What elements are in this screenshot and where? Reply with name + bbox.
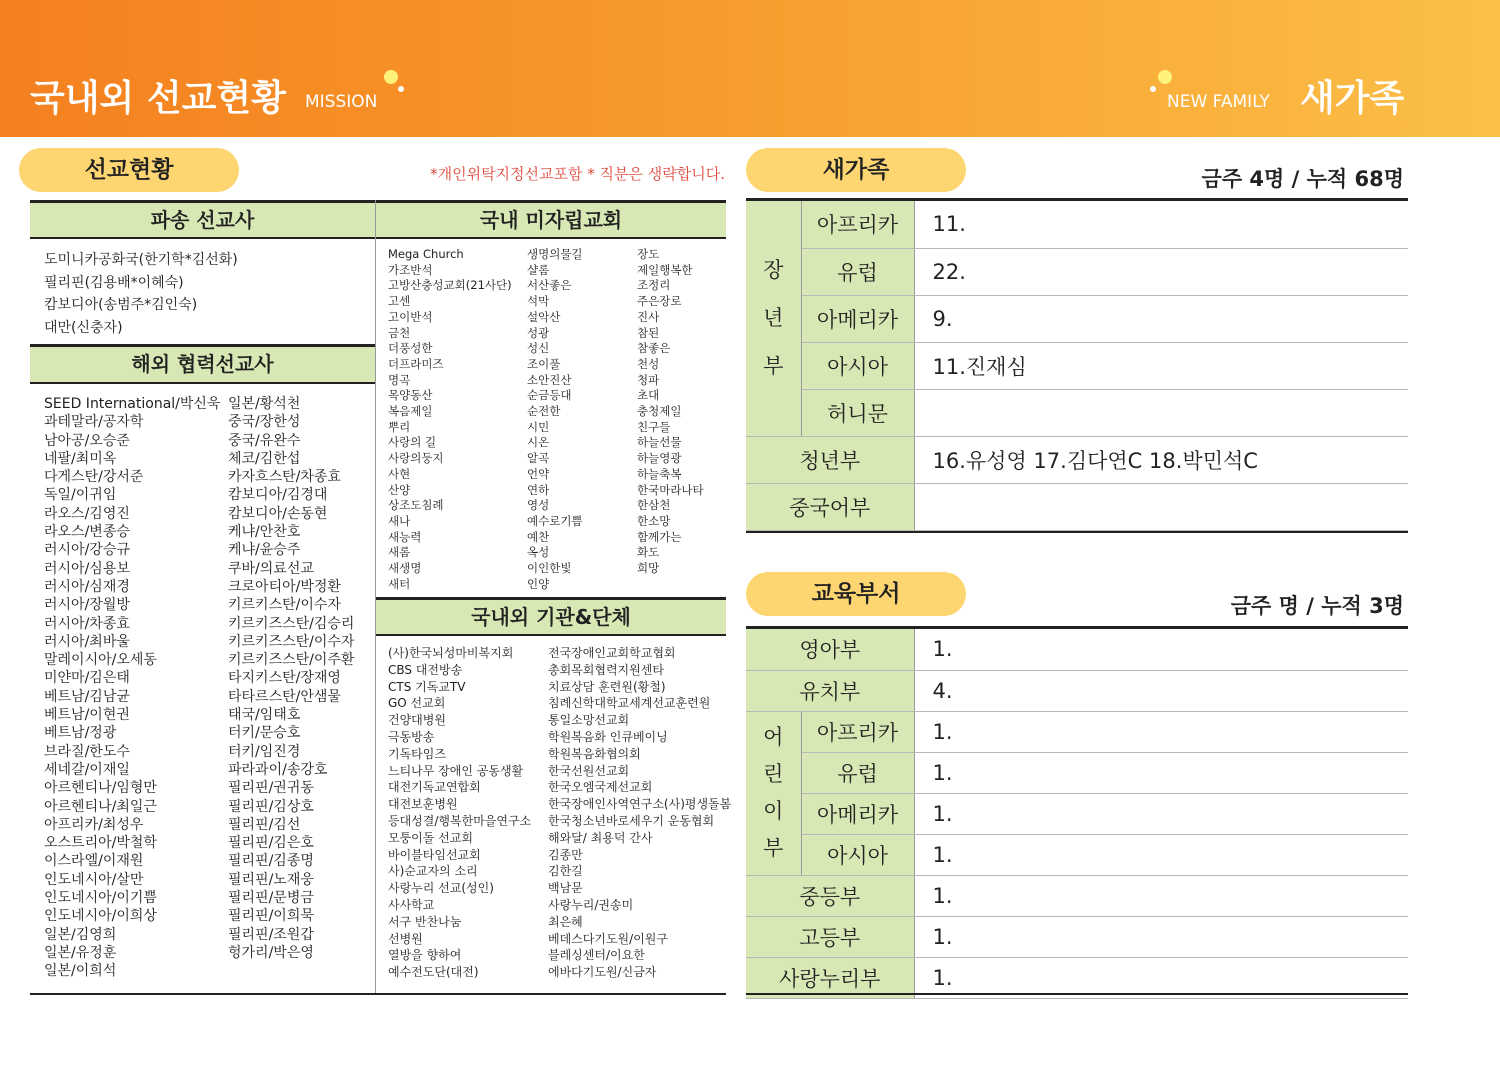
list-item: 순금등대 (527, 388, 572, 403)
row-label: 고등부 (746, 916, 914, 957)
list-item: 러시아/차종효 (44, 615, 130, 632)
list-item: 한소망 (637, 513, 671, 528)
overseas-header: 해외 협력선교사 (30, 344, 375, 384)
domestic-header: 국내 미자립교회 (376, 200, 726, 239)
row-value: 9. (914, 295, 1408, 342)
row-value: 1. (914, 752, 1408, 793)
children-group-label (746, 711, 801, 875)
list-item: 예수로기쁨 (527, 513, 583, 528)
row-label: 허니문 (801, 389, 914, 436)
list-item: 예수전도단(대전) (388, 965, 479, 980)
list-item: 한국오엠국제선교회 (548, 780, 653, 795)
list-item: 대전보훈병원 (388, 797, 458, 812)
list-item: 학원복음화 인큐베이닝 (548, 729, 668, 744)
list-item: 블레싱센터/이요한 (548, 948, 645, 963)
group-label-char: 이 (763, 799, 784, 823)
list-item: 성신 (527, 341, 550, 356)
list-item: (사)한국뇌성마비복지회 (388, 646, 514, 660)
list-item: 설악산 (527, 309, 561, 324)
list-item: 필리핀/조원갑 (228, 926, 314, 943)
list-item: 해와달/ 최용덕 간사 (548, 830, 653, 845)
row-value: 11. (914, 201, 1408, 248)
list-item: 느티나무 장애인 공동생활 (388, 763, 524, 778)
list-item: 러시아/최바울 (44, 633, 130, 650)
list-item: 이인한빛 (527, 561, 572, 576)
row-label: 중등부 (746, 875, 914, 916)
list-item: 사)순교자의 소리 (388, 864, 478, 879)
group-label-char: 부 (763, 354, 784, 379)
list-item: 터키/문승호 (228, 725, 301, 742)
list-item: 브라질/한도수 (44, 743, 130, 760)
domestic-list-col2 (527, 247, 583, 592)
list-item: 키르키스탄/이수자 (228, 597, 341, 614)
list-item: 타지키스탄/장재영 (228, 670, 341, 687)
list-item: 도미니카공화국(한기학*김선화) (44, 252, 238, 268)
list-item: 전국장애인교회학교협회 (548, 646, 676, 660)
list-item: 예찬 (527, 529, 550, 544)
list-item: 백남문 (548, 881, 583, 896)
row-label: 아시아 (801, 342, 914, 389)
adult-group-label (746, 201, 801, 436)
list-item: 최은혜 (548, 914, 583, 929)
list-item: 남아공/오승준 (44, 432, 130, 449)
group-label-char: 부 (763, 836, 784, 860)
newfamily-bottom-rule (746, 531, 1408, 533)
institutions-header: 국내외 기관&단체 (376, 597, 726, 636)
list-item: 아르헨티나/임형만 (44, 780, 157, 797)
list-item: 제일행복한 (637, 262, 693, 277)
row-value: 1. (914, 957, 1408, 998)
list-item: 베데스다기도원/이원구 (548, 931, 668, 946)
list-item: 러시아/심용보 (44, 560, 130, 577)
list-item: 한국장애인사역연구소(사)평생돌봄 (548, 797, 732, 812)
list-item: 필리핀/김상호 (228, 798, 314, 815)
list-item: 키르키즈스탄/이주환 (228, 652, 355, 669)
list-item: 하늘영광 (637, 451, 682, 466)
list-item: GO 선교회 (388, 696, 446, 711)
list-item: 새생명 (388, 561, 422, 576)
education-table (746, 629, 1408, 999)
mission-note: *개인위탁지정선교포함 * 직분은 생략합니다. (430, 165, 725, 183)
list-item: 한국선원선교회 (548, 763, 630, 778)
row-value: 1. (914, 875, 1408, 916)
list-item: 화도 (637, 545, 660, 560)
decor-dot-icon (384, 70, 398, 84)
newfamily-section-label: 새가족 (746, 148, 966, 192)
row-label: 사랑누리부 (746, 957, 914, 998)
newfamily-summary: 금주 4명 / 누적 68명 (1201, 167, 1404, 191)
list-item: 필리핀/이희묵 (228, 908, 314, 925)
list-item: 필리핀/권귀동 (228, 780, 314, 797)
list-item: 건양대병원 (388, 713, 446, 728)
list-item: 태국/임태호 (228, 707, 301, 724)
list-item: 인도네시아/살만 (44, 871, 144, 888)
list-item: 사랑의둥지 (388, 451, 444, 466)
list-item: 주은장로 (637, 294, 682, 309)
row-label: 아프리카 (801, 201, 914, 248)
list-item: 하늘선물 (637, 435, 682, 450)
list-item: 침례신학대학교세계선교훈련원 (548, 696, 711, 711)
list-item: 새롬 (388, 545, 411, 560)
list-item: 과테말라/공자학 (44, 414, 144, 431)
list-item: 서산좋은 (527, 278, 572, 293)
list-item: 새능력 (388, 529, 422, 544)
list-item: 사현 (388, 466, 411, 481)
row-label: 아메리카 (801, 793, 914, 834)
list-item: 터키/임진경 (228, 743, 301, 760)
row-value: 1. (914, 629, 1408, 670)
list-item: 총회목회협력지원센타 (548, 662, 664, 677)
row-value: 1. (914, 916, 1408, 957)
list-item: 인도네시아/이기쁨 (44, 890, 157, 907)
list-item: 필리핀/노재웅 (228, 871, 314, 888)
list-item: 인도네시아/이희상 (44, 908, 157, 925)
list-item: 케냐/안찬호 (228, 524, 301, 541)
dispatched-list (44, 249, 238, 339)
list-item: 참좋은 (637, 341, 671, 356)
list-item: 사랑누리/권송미 (548, 897, 634, 912)
mission-bottom-rule (30, 993, 726, 995)
list-item: 산양 (388, 482, 411, 497)
list-item: 한국청소년바로세우기 운동협회 (548, 813, 715, 828)
list-item: 통일소망선교회 (548, 713, 630, 728)
row-label: 아메리카 (801, 295, 914, 342)
list-item: 사사학교 (388, 897, 435, 912)
list-item: 기독타임즈 (388, 746, 446, 761)
list-item: CTS 기독교TV (388, 679, 466, 694)
row-label: 유럽 (801, 752, 914, 793)
list-item: 알곡 (527, 451, 550, 466)
list-item: 영성 (527, 498, 550, 513)
group-label-char: 년 (763, 306, 784, 331)
list-item: 파라과이/송강호 (228, 761, 328, 778)
mission-title: 국내외 선교현황 (30, 78, 286, 119)
list-item: 대전기독교연합회 (388, 780, 481, 795)
list-item: 베트남/김남균 (44, 688, 130, 705)
list-item: 캄보디아(송범주*김인숙) (44, 297, 198, 313)
row-value: 1. (914, 834, 1408, 875)
list-item: 희망 (637, 561, 660, 576)
list-item: 케냐/윤승주 (228, 542, 301, 559)
list-item: 바이블타임선교회 (388, 847, 481, 862)
list-item: 학원복음화협의회 (548, 746, 641, 761)
list-item: 이스라엘/이재원 (44, 853, 144, 870)
list-item: 대만(신충자) (44, 319, 123, 336)
list-item: 필리핀(김용배*이혜숙) (44, 274, 184, 291)
list-item: 쿠바/의료선교 (228, 560, 314, 577)
list-item: 옥성 (527, 545, 550, 560)
row-value: 16.유성영 17.김다연C 18.박민석C (914, 436, 1408, 483)
row-value: 22. (914, 248, 1408, 295)
list-item: 명곡 (388, 372, 411, 387)
list-item: 성광 (527, 325, 550, 340)
list-item: 선병원 (388, 931, 423, 946)
list-item: 장도 (637, 247, 660, 261)
list-item: 연하 (527, 482, 550, 497)
list-item: 목양동산 (388, 388, 433, 403)
list-item: 초대 (637, 388, 660, 403)
list-item: 키르키즈스탄/이수자 (228, 633, 355, 650)
list-item: 금천 (388, 325, 411, 340)
list-item: 서구 반찬나눔 (388, 914, 462, 929)
row-value (914, 483, 1408, 530)
list-item: 새나 (388, 513, 411, 528)
list-item: 뿌리 (388, 419, 411, 434)
group-label-char: 장 (763, 258, 784, 283)
row-value (914, 389, 1408, 436)
list-item: CBS 대전방송 (388, 662, 463, 677)
list-item: 충청제일 (637, 404, 682, 419)
list-item: 헝가리/박은영 (228, 944, 314, 961)
list-item: 필리핀/김종명 (228, 853, 314, 870)
header-banner (0, 0, 1500, 137)
list-item: 조정리 (637, 278, 671, 293)
list-item: 더풍성한 (388, 341, 433, 356)
list-item: 더프라미즈 (388, 356, 444, 371)
list-item: 네팔/최미옥 (44, 450, 117, 467)
list-item: 새터 (388, 576, 411, 591)
list-item: 캄보디아/손동현 (228, 505, 328, 522)
list-item: 생명의물길 (527, 247, 583, 261)
list-item: 조이풀 (527, 356, 561, 371)
institutions-list-col2 (548, 645, 731, 981)
domestic-list-col1 (388, 247, 512, 592)
row-value: 1. (914, 793, 1408, 834)
list-item: 러시아/장월방 (44, 597, 130, 614)
list-item: 오스트리아/박철학 (44, 835, 157, 852)
list-item: 라오스/김영진 (44, 505, 130, 522)
list-item: 언약 (527, 466, 550, 481)
list-item: 말레이시아/오세동 (44, 652, 157, 669)
list-item: 일본/김영희 (44, 926, 117, 943)
list-item: 시민 (527, 419, 550, 434)
list-item: 에바다기도원/신금자 (548, 965, 657, 980)
list-item: 필리핀/김은호 (228, 835, 314, 852)
list-item: 석막 (527, 294, 550, 309)
list-item: 등대성결/행복한마을연구소 (388, 813, 532, 828)
newfamily-subtitle: NEW FAMILY (1167, 92, 1270, 112)
list-item: 한국마라나타 (637, 482, 704, 497)
list-item: 상조도침례 (388, 498, 444, 513)
list-item: 고이반석 (388, 309, 433, 324)
row-label: 중국어부 (746, 483, 914, 530)
list-item: 러시아/강승규 (44, 542, 130, 559)
list-item: 일본/황석천 (228, 396, 301, 412)
row-value: 1. (914, 711, 1408, 752)
list-item: 러시아/심재경 (44, 578, 130, 595)
row-label: 유치부 (746, 670, 914, 711)
list-item: 가조반석 (388, 262, 433, 277)
list-item: 순전한 (527, 404, 561, 419)
list-item: 김한길 (548, 864, 583, 879)
list-item: 일본/유정훈 (44, 944, 117, 961)
education-bottom-rule (746, 993, 1408, 995)
list-item: 베트남/이현권 (44, 707, 130, 724)
list-item: 중국/장한성 (228, 414, 301, 431)
mission-subtitle: MISSION (305, 92, 378, 112)
list-item: 아르헨티나/최일근 (44, 798, 157, 815)
list-item: 다게스탄/강서준 (44, 469, 144, 486)
row-label: 유럽 (801, 248, 914, 295)
education-summary: 금주 명 / 누적 3명 (1230, 594, 1404, 618)
education-section-label: 교육부서 (746, 572, 966, 616)
list-item: 캄보디아/김경대 (228, 487, 328, 504)
list-item: 고센 (388, 294, 411, 309)
decor-dot-small-icon (1150, 86, 1156, 92)
list-item: 베트남/정광 (44, 725, 117, 742)
dispatched-header: 파송 선교사 (30, 200, 375, 239)
list-item: 필리핀/문병금 (228, 890, 314, 907)
decor-dot-small-icon (398, 86, 404, 92)
list-item: SEED International/박신욱 (44, 396, 221, 412)
list-item: 열방을 향하여 (388, 948, 462, 963)
row-label: 청년부 (746, 436, 914, 483)
row-label: 영아부 (746, 629, 914, 670)
group-label-char: 어 (763, 725, 784, 749)
list-item: 치료상담 훈련원(황철) (548, 679, 666, 694)
list-item: 극동방송 (388, 729, 435, 744)
row-label: 아프리카 (801, 711, 914, 752)
list-item: 하늘축복 (637, 466, 682, 481)
list-item: 카자흐스탄/차종효 (228, 469, 341, 486)
list-item: 함께가는 (637, 529, 682, 544)
list-item: 복음제일 (388, 404, 433, 419)
list-item: 친구들 (637, 419, 671, 434)
list-item: Mega Church (388, 247, 464, 261)
institutions-list-col1 (388, 645, 531, 981)
row-value: 11.진재심 (914, 342, 1408, 389)
list-item: 사랑누리 선교(성인) (388, 881, 494, 896)
list-item: 필리핀/김선 (228, 816, 301, 833)
mission-section-label: 선교현황 (19, 148, 239, 192)
list-item: 키르키즈스탄/김승리 (228, 615, 355, 632)
list-item: 참된 (637, 325, 660, 340)
list-item: 독일/이귀임 (44, 487, 117, 504)
list-item: 라오스/변종승 (44, 524, 130, 541)
list-item: 모퉁이돌 선교회 (388, 830, 473, 845)
list-item: 미얀마/김은태 (44, 670, 130, 687)
list-item: 사랑의 길 (388, 435, 437, 450)
list-item: 샬롬 (527, 262, 550, 277)
domestic-list-col3 (637, 247, 704, 577)
list-item: 김종만 (548, 847, 583, 862)
list-item: 천성 (637, 356, 660, 371)
row-label: 아시아 (801, 834, 914, 875)
list-item: 시온 (527, 435, 550, 450)
list-item: 크로아티아/박정환 (228, 578, 341, 595)
list-item: 세네갈/이재일 (44, 761, 130, 778)
list-item: 진사 (637, 309, 660, 324)
list-item: 중국/유완수 (228, 432, 301, 449)
overseas-list-col2 (228, 395, 354, 962)
newfamily-table (746, 201, 1408, 531)
list-item: 고방산충성교회(21사단) (388, 278, 512, 293)
list-item: 타타르스탄/안샘물 (228, 688, 341, 705)
list-item: 아프리카/최성우 (44, 816, 144, 833)
decor-dot-icon (1158, 70, 1172, 84)
list-item: 체코/김한섭 (228, 450, 301, 467)
list-item: 청파 (637, 372, 660, 387)
group-label-char: 린 (763, 762, 784, 786)
list-item: 일본/이희석 (44, 963, 117, 980)
list-item: 소안진산 (527, 372, 572, 387)
overseas-list-col1 (44, 395, 220, 981)
row-value: 4. (914, 670, 1408, 711)
list-item: 인양 (527, 576, 550, 591)
list-item: 한삼천 (637, 498, 671, 513)
newfamily-title: 새가족 (1300, 78, 1405, 119)
